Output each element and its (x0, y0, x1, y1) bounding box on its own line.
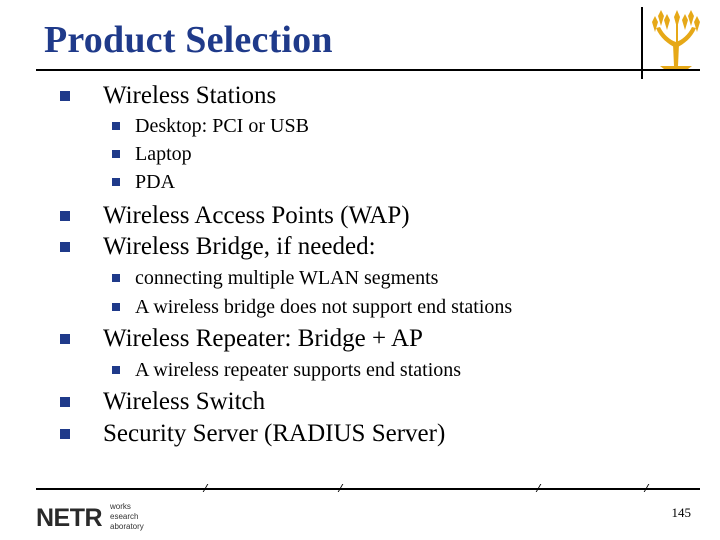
list-item (60, 233, 376, 261)
bullet-square-icon (60, 242, 70, 252)
bullet-square-icon (112, 122, 120, 130)
list-item (60, 82, 276, 110)
page-number: 145 (671, 505, 691, 520)
item-text: A wireless repeater supports end stations (135, 359, 462, 381)
bullet-square-icon (60, 429, 70, 439)
bullet-square-icon (60, 211, 70, 221)
bullet-square-icon (112, 303, 120, 311)
logo-divider (641, 7, 643, 79)
item-text: Security Server (RADIUS Server) (103, 420, 446, 447)
item-text: Wireless Access Points (WAP) (103, 202, 410, 229)
list-item (112, 266, 438, 290)
tree-logo-icon (648, 8, 704, 70)
slide-title: Product Selection (44, 19, 333, 61)
netr-logo-line: works (110, 502, 131, 511)
netr-logo (36, 500, 148, 536)
list-item (112, 295, 512, 319)
list-item (60, 420, 445, 448)
netr-logo-main: NETR (36, 504, 103, 532)
bullet-square-icon (112, 366, 120, 374)
bullet-square-icon (112, 178, 120, 186)
list-item (112, 142, 192, 166)
item-text: Wireless Stations (103, 82, 277, 109)
item-text: Wireless Bridge, if needed: (103, 233, 376, 260)
list-item (112, 114, 309, 138)
list-item (60, 202, 410, 230)
bullet-square-icon (60, 91, 70, 101)
netr-logo-line: aboratory (110, 522, 144, 531)
list-item (60, 325, 423, 353)
item-text: connecting multiple WLAN segments (135, 267, 439, 289)
list-item (112, 358, 461, 382)
title-underline (36, 69, 700, 71)
item-text: PDA (135, 171, 176, 193)
list-item (112, 170, 175, 194)
item-text: Desktop: PCI or USB (135, 115, 309, 137)
bullet-square-icon (60, 334, 70, 344)
bullet-square-icon (60, 397, 70, 407)
bullet-square-icon (112, 150, 120, 158)
list-item (60, 388, 265, 416)
footer-rule (36, 488, 700, 490)
bullet-square-icon (112, 274, 120, 282)
item-text: Wireless Switch (103, 388, 266, 415)
netr-logo-line: esearch (110, 512, 139, 521)
item-text: Laptop (135, 143, 192, 165)
item-text: A wireless bridge does not support end stations (135, 296, 513, 318)
item-text: Wireless Repeater: Bridge + AP (103, 325, 423, 352)
